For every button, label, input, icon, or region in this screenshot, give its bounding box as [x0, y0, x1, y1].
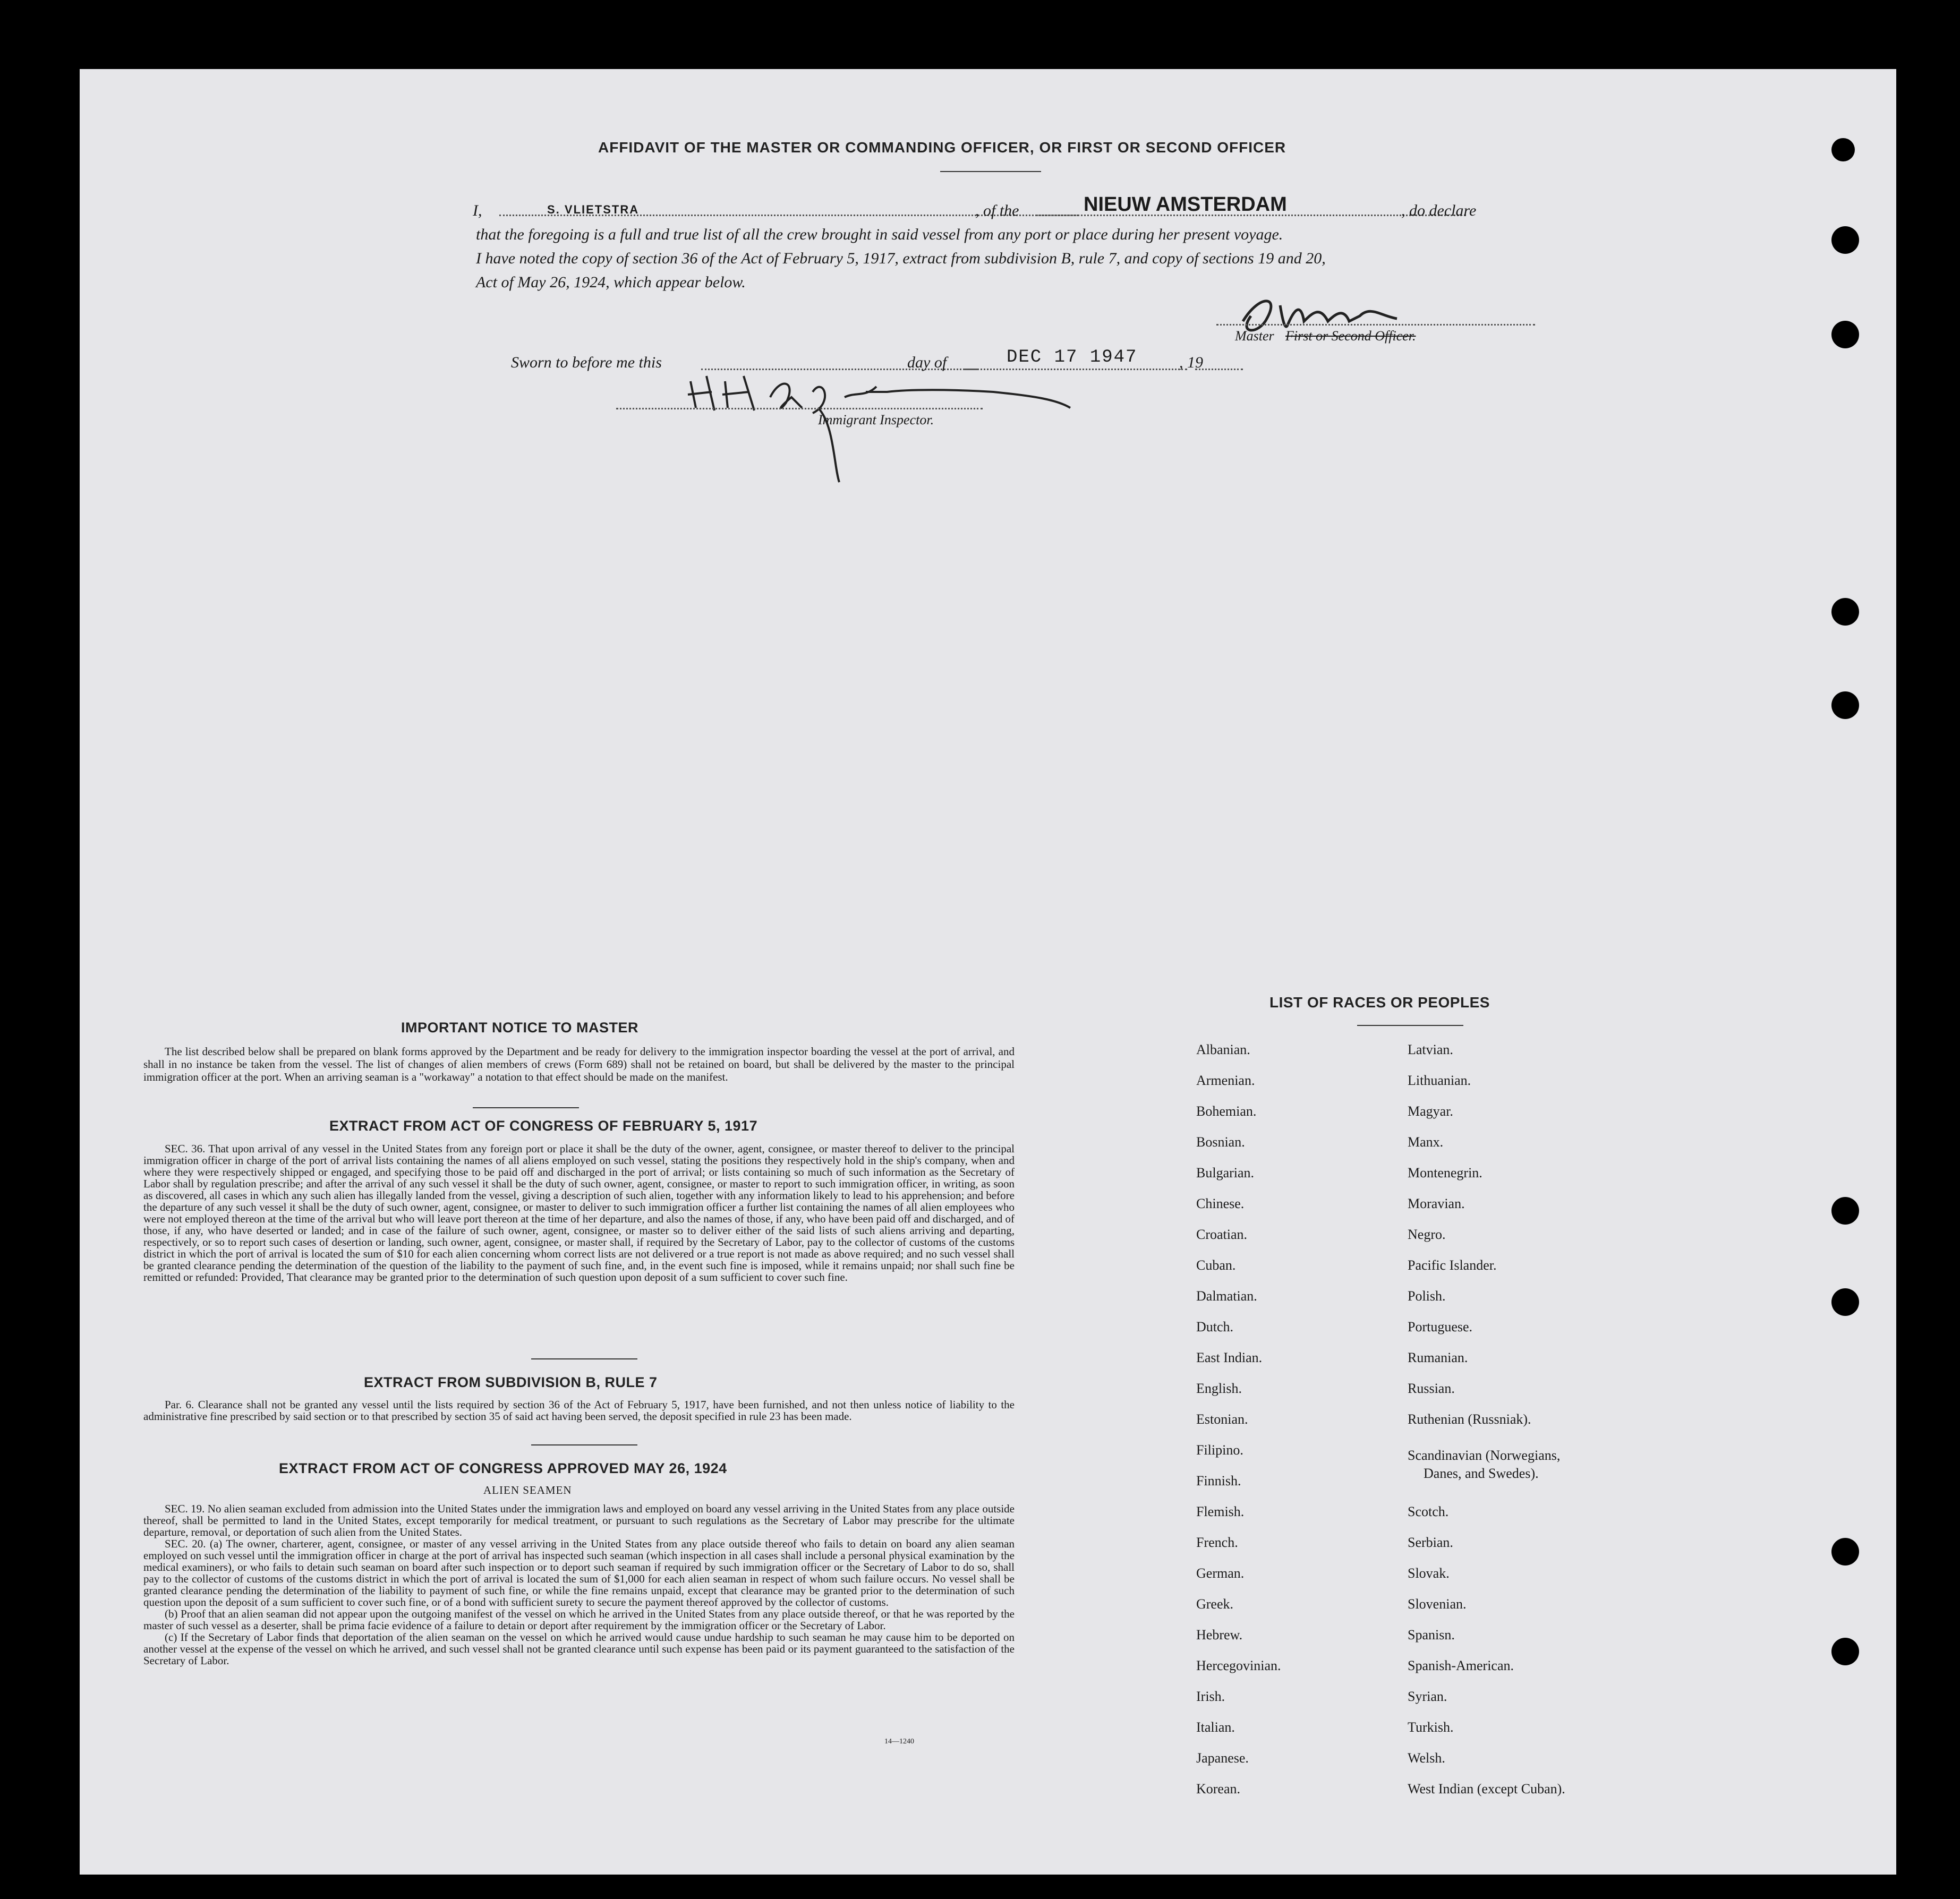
race-item: Bulgarian.: [1196, 1165, 1255, 1181]
race-item: Slovak.: [1408, 1566, 1450, 1581]
extract-1924-body: [143, 1503, 1015, 1666]
punch-hole: [1831, 321, 1859, 348]
master-label: Master: [1235, 328, 1274, 344]
race-item: Scandinavian (Norwegians,: [1408, 1448, 1561, 1463]
affidavit-line-3: I have noted the copy of section 36 of the Act of February 5, 1917, extract from subdivision B, rule 7, and copy of sections 19 and 20,: [476, 250, 1326, 267]
race-item: Armenian.: [1196, 1073, 1255, 1088]
race-item: Flemish.: [1196, 1504, 1245, 1519]
race-item: Serbian.: [1408, 1535, 1453, 1550]
subdivision-body: [143, 1399, 1015, 1422]
master-name: S. VLIETSTRA: [547, 203, 640, 216]
year-line: [1195, 369, 1243, 370]
race-item: Turkish.: [1408, 1720, 1454, 1735]
race-item: Scotch.: [1408, 1504, 1449, 1519]
notice-title: IMPORTANT NOTICE TO MASTER: [401, 1020, 638, 1036]
notice-body: [143, 1045, 1015, 1083]
subdivision-text: Par. 6. Clearance shall not be granted any vessel until the lists required by section 36 of the Act of February 5, 1917, have been furnished, and not then unless notice of liability to the administrative fine prescribed by said section or to that prescribed by section 35 of said act having been served, the deposit specified in rule 23 has been made.: [143, 1398, 1015, 1423]
race-item: Korean.: [1196, 1781, 1241, 1797]
inspector-signature-line: [616, 408, 983, 409]
race-item: Bohemian.: [1196, 1104, 1257, 1119]
affidavit-title: AFFIDAVIT OF THE MASTER OR COMMANDING OFFICER, OR FIRST OR SECOND OFFICER: [598, 139, 1286, 156]
document-page: [80, 69, 1896, 1875]
extract-1917-title: EXTRACT FROM ACT OF CONGRESS OF FEBRUARY 5, 1917: [329, 1118, 758, 1134]
race-item: Danes, and Swedes).: [1424, 1466, 1539, 1481]
of-the-label: , of the: [975, 202, 1019, 219]
affidavit-line-2: that the foregoing is a full and true list of all the crew brought in said vessel from any port or place during her present voyage.: [476, 226, 1283, 243]
race-item: Irish.: [1196, 1689, 1225, 1704]
sec-20a-text: SEC. 20. (a) The owner, charterer, agent, consignee, or master of any vessel arriving in the United States from any place outside thereof who fails to detain on board any alien seaman employed on such vessel until the immigration officer in charge at the port of arrival has inspected such seaman (which inspection in all cases shall include a personal physical examination by the medical examiners), or who fails to detain such seaman on board after such inspection or to deport such seaman if required by such immigration officer or the Secretary of Labor to do so, shall pay to the collector of customs of the customs district in which the port of arrival is located the sum of $1,000 for each alien seaman in respect of whom such failure occurs. No vessel shall be granted clearance pending the determination of the liability to payment of such fine, or while the fine remains unpaid, except that clearance may be granted prior to the determination of such question upon the deposit of a sum sufficient to cover such fine, or of a bond with sufficient surety to secure the payment thereof approved by the collector of customs.: [143, 1537, 1015, 1609]
race-item: West Indian (except Cuban).: [1408, 1781, 1565, 1797]
inspector-label: Immigrant Inspector.: [818, 412, 934, 427]
punch-hole: [1831, 138, 1855, 161]
race-item: Dutch.: [1196, 1319, 1234, 1335]
extract-1917-body: [143, 1143, 1015, 1283]
race-item: Albanian.: [1196, 1042, 1250, 1057]
punch-hole: [1831, 1638, 1859, 1665]
race-item: Bosnian.: [1196, 1134, 1245, 1150]
extract-1924-title: EXTRACT FROM ACT OF CONGRESS APPROVED MAY 26, 1924: [279, 1460, 727, 1476]
race-item: Rumanian.: [1408, 1350, 1468, 1365]
punch-hole: [1831, 598, 1859, 626]
master-signature-line: [1216, 324, 1535, 326]
races-divider: [1357, 1025, 1463, 1026]
officer-label: First or Second Officer.: [1285, 328, 1416, 344]
form-number: 14—1240: [884, 1738, 914, 1746]
race-item: Dalmatian.: [1196, 1288, 1257, 1304]
race-item: French.: [1196, 1535, 1238, 1550]
race-item: Greek.: [1196, 1596, 1234, 1612]
vessel-name: NIEUW AMSTERDAM: [1084, 193, 1287, 216]
stamped-date: DEC 17 1947: [1007, 347, 1138, 367]
race-item: Montenegrin.: [1408, 1165, 1482, 1181]
race-item: Italian.: [1196, 1720, 1235, 1735]
race-item: Moravian.: [1408, 1196, 1465, 1211]
race-item: Negro.: [1408, 1227, 1446, 1242]
year-prefix: , 19: [1179, 354, 1203, 371]
punch-hole: [1831, 1538, 1859, 1566]
punch-hole: [1831, 1197, 1859, 1225]
sec-19-text: SEC. 19. No alien seaman excluded from admission into the United States under the immigration laws and employed on board any vessel arriving in the United States from any place outside thereof, shall be permitted to land in the United States, except temporarily for medical treatment, or pursuant to such regulations as the Secretary of Labor may prescribe for the ultimate departure, removal, or deportation of such alien from the United States.: [143, 1502, 1015, 1538]
race-item: Finnish.: [1196, 1473, 1241, 1489]
race-item: Hebrew.: [1196, 1627, 1243, 1643]
race-item: German.: [1196, 1566, 1245, 1581]
subdivision-title: EXTRACT FROM SUBDIVISION B, RULE 7: [364, 1374, 658, 1390]
inspector-signature: [675, 360, 1131, 498]
race-item: Lithuanian.: [1408, 1073, 1471, 1088]
race-item: English.: [1196, 1381, 1242, 1396]
notice-divider: [473, 1107, 579, 1108]
alien-seamen-subtitle: ALIEN SEAMEN: [483, 1484, 572, 1496]
race-item: Russian.: [1408, 1381, 1455, 1396]
race-item: Syrian.: [1408, 1689, 1447, 1704]
sec-20c-text: (c) If the Secretary of Labor finds that deportation of the alien seaman on the vessel on which he arrived would cause undue hardship to such seaman he may cause him to be deported on another vessel at the expense of the vessel on which he arrived, and such vessel shall not be granted clearance until such expense has been paid or its payment guaranteed to the satisfaction of the Secretary of Labor.: [143, 1631, 1015, 1667]
race-item: Croatian.: [1196, 1227, 1248, 1242]
race-item: Japanese.: [1196, 1750, 1249, 1766]
race-item: Filipino.: [1196, 1442, 1243, 1458]
race-item: Spanish-American.: [1408, 1658, 1514, 1673]
extract-1917-text: SEC. 36. That upon arrival of any vessel in the United States from any foreign port or place it shall be the duty of the owner, agent, consignee, or master thereof to deliver to the principal immigration officer in charge of the port of arrival lists containing the names of all aliens employed on such vessel, stating the positions they respectively hold in the ship's company, when and where they were respectively shipped or engaged, and specifying those to be paid off and discharged in the port of arrival; or lists containing so much of such information as the Secretary of Labor shall by regulation prescribe; and after the arrival of any such vessel it shall be the duty of such owner, agent, consignee, or master to report to such immigration officer, in writing, as soon as discovered, all cases in which any such alien has illegally landed from the vessel, giving a description of such alien, together with any information likely to lead to his apprehension; and before the departure of any such vessel it shall be the duty of such owner, agent, consignee, or master to deliver to such immigration officer a further list containing the names of all alien employees who were not employed thereon at the time of the arrival but who will leave port thereon at the time of her departure, and also the names of those, if any, who have been paid off and discharged, and of those, if any, who have deserted or landed; and in case of the failure of such owner, agent, consignee, or master so to deliver either of the said lists of such aliens arriving and departing, respectively, or so to report such cases of desertion or landing, such owner, agent, consignee, or master shall, if required by the Secretary of Labor, pay to the collector of customs of the customs district in which the port of arrival is located the sum of $10 for each alien concerning whom correct lists are not delivered or a true report is not made as above required; and no such vessel shall be granted clearance pending the determination of the question of the liability to the payment of such fine, and, in the event such fine is imposed, while it remains unpaid; nor shall such fine be remitted or refunded: Provided, That clearance may be granted prior to the determination of such question upon deposit of a sum sufficient to cover such fine.: [143, 1142, 1015, 1284]
punch-hole: [1831, 226, 1859, 254]
sworn-label: Sworn to before me this: [511, 354, 662, 371]
affidavit-i-label: I,: [473, 202, 482, 219]
race-item: Welsh.: [1408, 1750, 1445, 1766]
race-item: Spanisn.: [1408, 1627, 1455, 1643]
race-item: East Indian.: [1196, 1350, 1263, 1365]
day-of-label: day of: [907, 354, 947, 371]
notice-text: The list described below shall be prepared on blank forms approved by the Department and be ready for delivery to the immigration inspector boarding the vessel at the port of arrival, and shall in no instance be taken from the vessel. The list of changes of alien members of crews (Form 689) shall not be retained on board, but shall be delivered by the master to the principal immigration officer at the port. When an arriving seaman is a "workaway" a notation to that effect should be made on the manifest.: [143, 1045, 1015, 1083]
races-title: LIST OF RACES OR PEOPLES: [1269, 994, 1490, 1011]
title-divider: [940, 171, 1041, 172]
race-item: Pacific Islander.: [1408, 1258, 1497, 1273]
extract-1917-divider: [531, 1358, 637, 1359]
race-item: Hercegovinian.: [1196, 1658, 1281, 1673]
do-declare-label: , do declare: [1401, 202, 1477, 219]
race-item: Cuban.: [1196, 1258, 1236, 1273]
punch-hole: [1831, 1288, 1859, 1316]
race-item: Slovenian.: [1408, 1596, 1467, 1612]
race-item: Latvian.: [1408, 1042, 1453, 1057]
punch-hole: [1831, 691, 1859, 719]
race-item: Ruthenian (Russniak).: [1408, 1412, 1531, 1427]
race-item: Estonian.: [1196, 1412, 1248, 1427]
race-item: Polish.: [1408, 1288, 1446, 1304]
sec-20b-text: (b) Proof that an alien seaman did not appear upon the outgoing manifest of the vessel on which he arrived in the United States from any place outside thereof, or that he was reported by the master of such vessel as a deserter, shall be prima facie evidence of a failure to detain or deport after requirement by the immigration officer or the Secretary of Labor.: [143, 1607, 1015, 1632]
race-item: Magyar.: [1408, 1104, 1453, 1119]
race-item: Manx.: [1408, 1134, 1444, 1150]
affidavit-line-4: Act of May 26, 1924, which appear below.: [476, 273, 746, 291]
race-item: Chinese.: [1196, 1196, 1245, 1211]
race-item: Portuguese.: [1408, 1319, 1473, 1335]
subdivision-divider: [531, 1444, 637, 1445]
